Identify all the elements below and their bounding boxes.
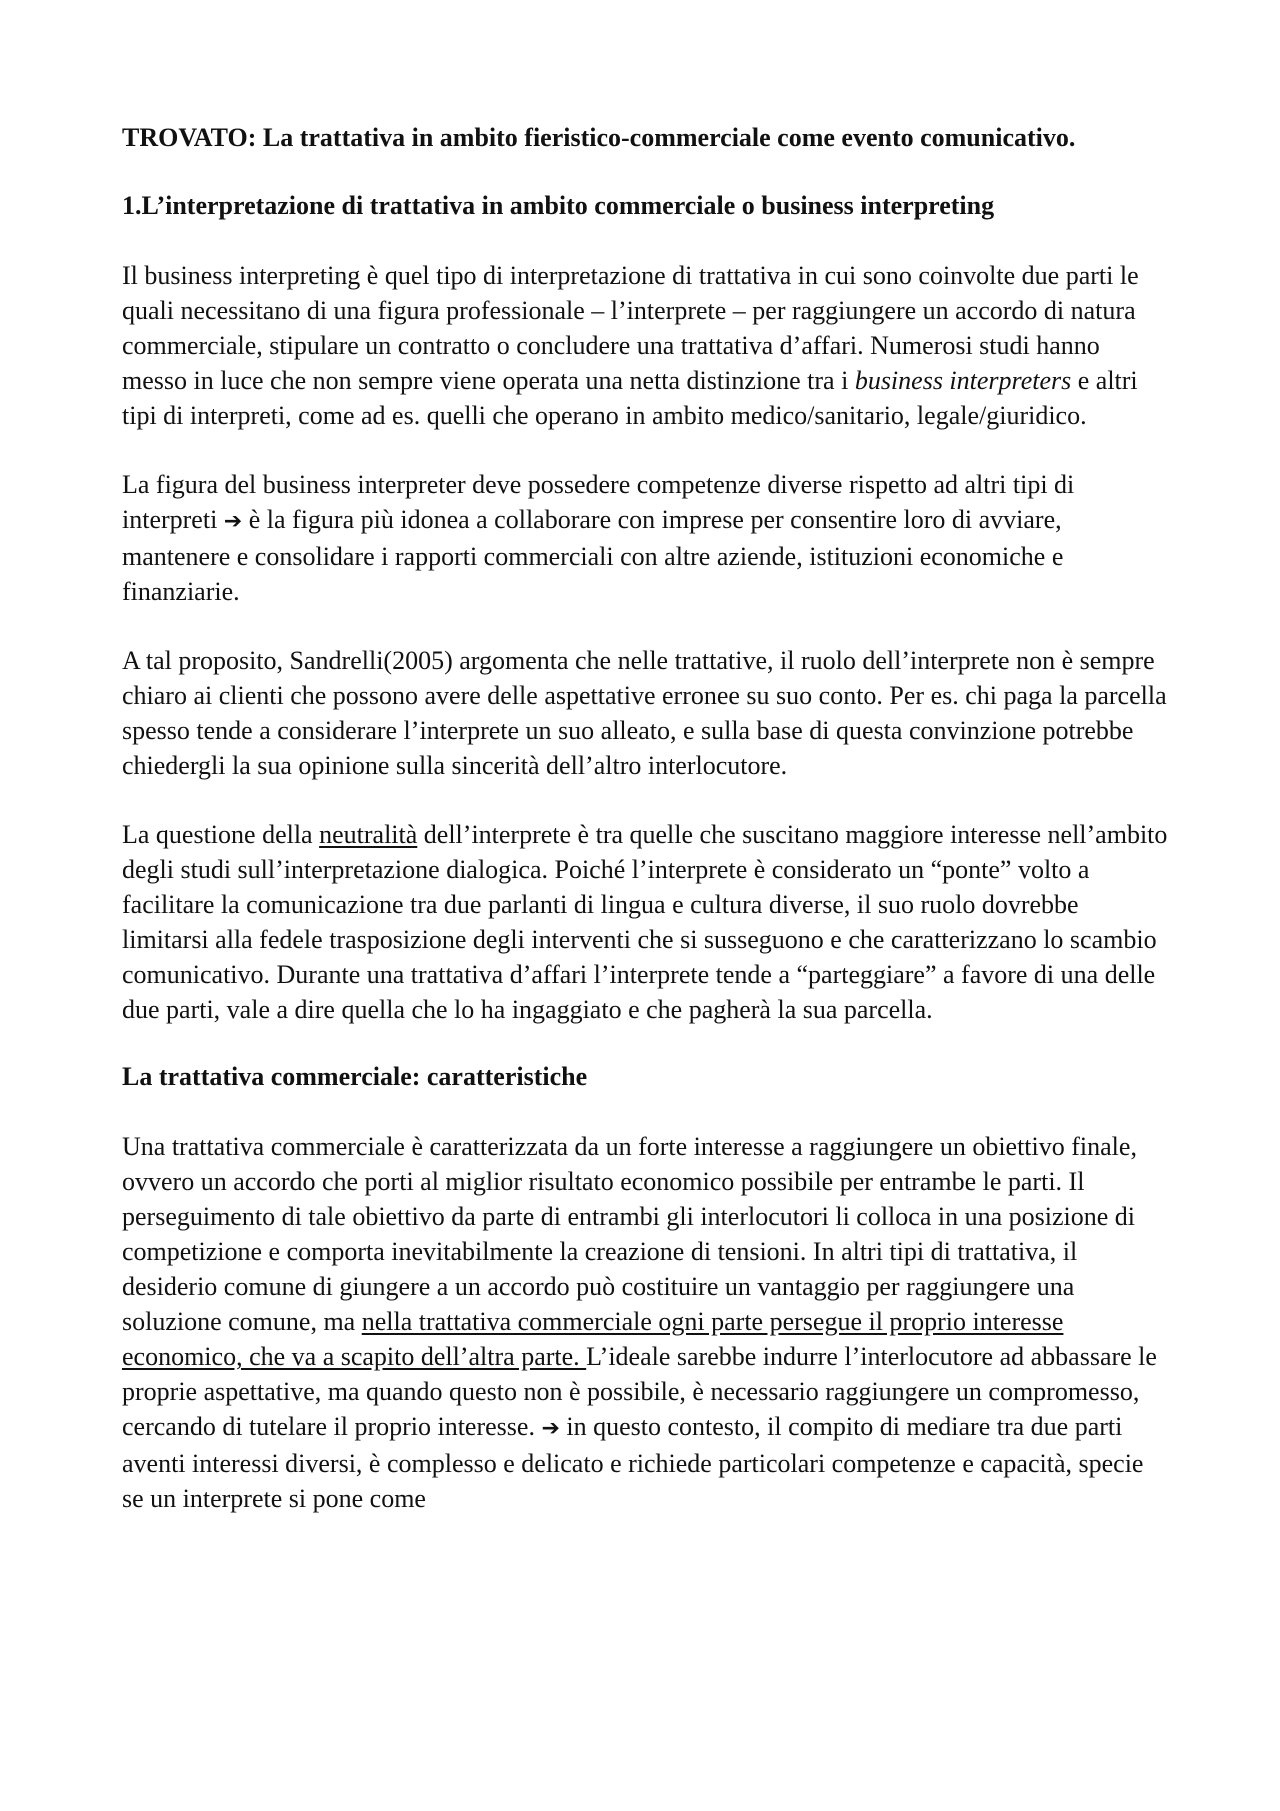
arrow-icon: ➔ [541, 1416, 560, 1441]
title-text: La trattativa in ambito fieristico-commerciale come evento comunicativo. [262, 123, 1076, 152]
section-2-heading: La trattativa commerciale: caratteristiche [122, 1062, 588, 1091]
paragraph-text: dell’interprete è tra quelle che suscitano maggiore interesse nell’ambito degli studi sull’interpretazione dialogica. Poiché l’interprete è considerato un “ponte” volto a facilitare la comunicazione tra due parlanti di lingua e cultura diverse, il suo ruolo dovrebbe limitarsi alla fedele trasposizione degli interventi che si susseguono e che caratterizzano lo scambio comunicativo. Durante una trattativa d’affari l’interprete tende a “parteggiare” a favore di una delle due parti, vale a dire quella che lo ha ingaggiato e che pagherà la sua parcella. [122, 820, 1168, 1024]
title-prefix: TROVATO: [122, 123, 257, 152]
italic-term: business interpreters [854, 366, 1072, 395]
paragraph-text: Una trattativa commerciale è caratterizzata da un forte interesse a raggiungere un obiettivo finale, ovvero un accordo che porti al miglior risultato economico possibile per entrambe le parti. Il perseguimento di tale obiettivo da parte di entrambi gli interlocutori li colloca in una posizione di competizione e comporta inevitabilmente la creazione di tensioni. In altri tipi di trattativa, il desiderio comune di giungere a un accordo può costituire un vantaggio per raggiungere una soluzione comune, ma [122, 1132, 1137, 1336]
underlined-term: neutralità [319, 820, 418, 849]
section-2-paragraph-1 [122, 1129, 1170, 1516]
paragraph-text: e altri tipi di interpreti, come ad es. quelli che operano in ambito medico/sanitario, legale/giuridico. [122, 366, 1138, 430]
arrow-icon: ➔ [223, 509, 243, 534]
paragraph-text: La questione della [122, 820, 320, 849]
paragraph-text: Il business interpreting è quel tipo di interpretazione di trattativa in cui sono coinvolte due parti le quali necessitano di una figura professionale – l’interprete – per raggiungere un accordo di natura commerciale, stipulare un contratto o concludere una trattativa d’affari. Numerosi studi hanno messo in luce che non sempre viene operata una netta distinzione tra i [122, 261, 1139, 395]
paragraph-text: in questo contesto, il compito di mediare tra due parti aventi interessi diversi, è complesso e delicato e richiede particolari competenze e capacità, specie se un interprete si pone come [122, 1412, 1144, 1513]
section-1-paragraph-1 [122, 258, 1170, 433]
paragraph-text: L’ideale sarebbe indurre l’interlocutore ad abbassare le proprie aspettative, ma quando questo non è possibile, è necessario raggiungere un compromesso, cercando di tutelare il proprio interesse. [122, 1342, 1157, 1441]
paragraph-text: è la figura più idonea a collaborare con imprese per consentire loro di avviare, mantenere e consolidare i rapporti commerciali con altre aziende, istituzioni economiche e finanziarie. [122, 505, 1064, 606]
paragraph-text: La figura del business interpreter deve possedere competenze diverse rispetto ad altri tipi di interpreti [122, 470, 1075, 534]
section-1-heading: 1.L’interpretazione di trattativa in ambito commerciale o business interpreting [122, 191, 995, 220]
section-1-paragraph-2 [122, 467, 1170, 609]
underlined-passage: nella trattativa commerciale ogni parte persegue il proprio interesse economico, che va a scapito dell’altra parte. [122, 1307, 1064, 1371]
section-1-paragraph-3: A tal proposito, Sandrelli(2005) argomenta che nelle trattative, il ruolo dell’interprete non è sempre chiaro ai clienti che possono avere delle aspettative erronee su suo conto. Per es. chi paga la parcella spesso tende a considerare l’interprete un suo alleato, e sulla base di questa convinzione potrebbe chiedergli la sua opinione sulla sincerità dell’altro interlocutore. [122, 646, 1167, 780]
document-title [122, 120, 1170, 156]
section-1-paragraph-4 [122, 817, 1170, 1027]
